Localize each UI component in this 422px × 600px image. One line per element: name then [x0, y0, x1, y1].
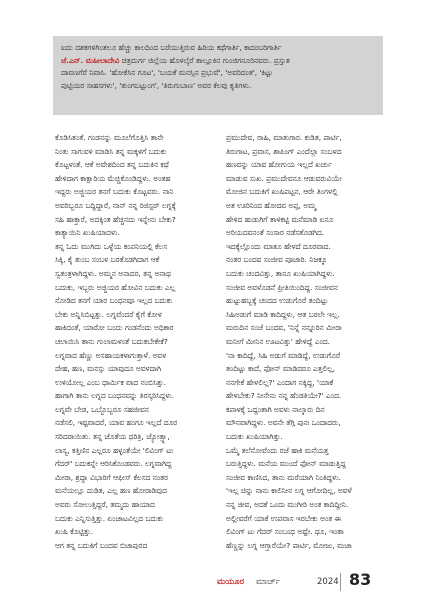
text-line: ಮರುದಿನ ಸಂಜೆ ಬಂದವ, 'ನಿನ್ನೆ ನನ್ನೂರಿನ ಮೀರಾ	[226, 323, 342, 333]
text-line: ನೋಡಿದ ತನಗೆ ಯಾರ ಬಂಧನವೂ ಇಲ್ಲದ ಬದುಕು	[55, 296, 173, 306]
text-line: ಕೊಟ್ಟಳಂತೆ. ಆಕೆ ಅವೇಶದಿಂದ ತನ್ನ ಬದುಕಿನ ಕಥೆ	[55, 160, 169, 170]
text-line: ಉಳಿಯೋಲ್ಲ ಎಂಬ ಧಾರ್ಮಿಕ ವಾದ ನಂಬಿಸಿತ್ತು.	[55, 377, 166, 387]
text-line: ಲಗ್ನವೇ ಬೇಡ, ಒಬ್ಬೊಬ್ಬರೂ ಸಹಜೀವನ	[55, 404, 149, 414]
text-line: ಲಿವಿಂಗ್ ಟು ಗೆದರ್ ಸಂಬಂಧ ಅಷ್ಟೇ. ಥೂ, ಇಂತಾ	[226, 527, 344, 537]
text-line: ಮನೆಯಲ್ಲೂ ದುಡಿತ, ಎಲ್ಲ ಹಣ ಹೋರಾಡಿವುದ	[55, 486, 167, 496]
magazine-name: ಮಯೂರ	[217, 577, 245, 587]
text-line: ತಿರುಗಾಟ, ಪ್ರವಾಸ, ಶಾಪಿಂಗ್ ಎಂದೆಲ್ಲಾ ಸಂಬಳದ	[226, 146, 342, 156]
text-line: ಹೆಣ್ಣನ್ನು ಲಗ್ನ ಆಗ್ತಾರೆಯೇ? ಪಾರ್ಟಿ, ಮೋಜು, ಮಜಾ	[226, 540, 352, 550]
text-line: ಪ್ರಮುದೇವ, ರಾಹಿ, ಮಾತುಗಾರ. ಕುಡಿತ, ಪಾರ್ಟಿ,	[226, 133, 342, 142]
text-line: ಒಮ್ಮೆ ತಲೆನೋವೆಂದು ರಜೆ ಹಾಕಿ ಮನೆಯತ್ತ	[226, 445, 329, 455]
text-line: ದೇಹ, ಹಣ, ಮನಸ್ಸು ಯಾವುದೂ ಅವಳದಾಗಿ	[55, 364, 161, 374]
page-number: 83	[349, 570, 372, 589]
text-line: ಹೇಳಿದಾಗ ಕಾಕ್ಷಾರಿಯ ಮೆಚ್ಚಿಕೊಂಡಿದ್ದಳು. ಅಂತಹ	[55, 173, 171, 183]
text-line: ಮೋಜಿನ ಬದುಕಿಗೆ ಖುಷಿಪಟ್ಟನ, ಆರೇ ತಿಂಗಳಲ್ಲಿ	[226, 187, 338, 197]
text-line: ಚಲಾಯಿಸಿ ತಾನು ಗುಲಾಮಳಂತೆ ಬದುಕಬೇಕೇಕೆ?	[55, 336, 168, 346]
text-line: ಬದುಕು ಚಂದವಿತ್ತು, ತಾನೂ ಖುಷಿಯಾಗಿದ್ದಳು.	[226, 268, 335, 278]
text-line: ಲಗ್ನವಾದ ಹೆಣ್ಣು ಅಸಹಾಯಕಳಾಗುತ್ತಾಳೆ. ಅವಳ	[55, 350, 167, 360]
text-line: ಬೇಕು ಅನ್ನಿಸಿಬಿಟ್ಟತ್ತು. ಲಗ್ನವೆಂದರೆ ಕೈಗೆ ಕೋಳ	[55, 309, 162, 319]
text-line: ಮೀರಾ, ಶ್ರದ್ಧಾ ವಿಭಾರಿಗೆ ಆಫೀಸ್ ಕೆಲಸದ ನಂತರ	[55, 472, 168, 482]
text-line: ಲಾಸ್ಯ, ಕತ್ತಿಣಿನ ಎಲ್ಲರೂ ಹಳ್ಳಂತೆಯೇ 'ಲಿವಿಂಗ್ ಟು	[55, 445, 174, 455]
article-body	[55, 131, 385, 571]
text-line: ಕಾತ್ಯಾಯಿನಿ ಖುಷಿಯಾದಳು.	[55, 228, 120, 238]
author-name: ಜೆ.ಎನ್. ಮಹೀಲಾದೇವಿ	[61, 55, 120, 65]
text-line: ನಿಂತು ಸಾಗುವಳಿ ಮಾಡಿಸಿ ತನ್ನ ಮಕ್ಕಳಿಗೆ ಬದುಕು	[55, 146, 167, 156]
text-line: ಇದ್ದರು ಅಜ್ಜಿಯರ ತನಗೆ ಬದುಕು ಕೊಟ್ಟವರು. ನಾನಿ	[55, 187, 174, 197]
text-line: ಸ್ವತಂತ್ರಳಾಗಿದ್ದಳು. ಅಮ್ಮನ ಅನಾದರ, ತನ್ನ ಅನಾಥ	[55, 268, 171, 278]
intro-line: ಜೆ.ಎನ್. ಮಹೀಲಾದೇವಿ ಚಿತ್ರದುರ್ಗ ಜಿಲ್ಲೆಯ ಹೊಳಲ್ಕೆರೆ ತಾಲ್ಲೂಕಿನ ಗುಂಜಿಗನೂರಿನವರು. ಪ್ರಸ್ತುತ	[61, 55, 290, 65]
text-line: ಅವರು ಸೋಲುತ್ತಿದ್ದರೆ, ತಮ್ಮದು ಹಾಯಾದ	[55, 500, 155, 510]
text-line: ಅಲ್ಲೀವರೆಗೆ ಯಾಕೆ ಉಪವಾಸ ಇರಬೇಕು ಅಂತ ಈ	[226, 513, 341, 523]
text-line: ಕೊಡಿಸಿತಂತೆ. ಗಂಡನನ್ನು ಮೂಲೆಗೊತ್ತಿಸಿ ತಾನೇ	[55, 133, 164, 142]
text-line: 'ಇಲ್ಲ ಚಿನ್ನು ನಾನು ಕಾಲಿನೀನ ಲಗ್ನ ಆಗೋದಿಲ್ಲ, ಅವಳೆ	[226, 486, 352, 496]
text-line: ಸಿಹಿಅಡುಗೆ ಮಾಡಿ ಕಾದಿದ್ದಳು, ಆತ ಬರಲೇ ಇಲ್ಲ.	[226, 309, 340, 319]
text-line: ಅತ ಊರಿನಿಂದ ಹೋದವ ಅಪ್ಪ, ಅಮ್ಮ	[226, 200, 317, 210]
page-footer	[0, 570, 422, 596]
text-line: ಸಂಜೀವ ಕಾಣಿಸಿದ, ತಾನು ಮರೆಯಾಗಿ ನಿಂತಿದ್ದಳು.	[226, 472, 341, 482]
text-line: ಮಾಡುವ ಸುಖ. ಪ್ರಮುದೇವನೂ ಆಡುವರುವಿಯೇ	[226, 173, 342, 183]
text-line: ನಡೆಸಲಿ, ಇಷ್ಟವಾದರೆ, ಯಾವ ಹಂಗೂ ಇಲ್ಲದೆ ದೂರ	[55, 418, 178, 428]
text-line: 'ನಾ ಕಾದಿದ್ದೆ, ಸಿಹಿ ಅಡುಗೆ ಮಾಡಿದ್ದೆ, ಉಡುಗೊರೆ	[226, 350, 341, 360]
text-line: ಸಿಕ್ಕಿ, ಕೈ ತುಂಬ ಸಂಬಳ ಬರತೊಡಗಿದಾಗ ಆಕೆ	[55, 255, 160, 265]
issue-month: ಮಾರ್ಚ್	[256, 577, 281, 587]
text-line: ಖುಷಿ ಕೊಟ್ಟಿತ್ತು.	[55, 527, 94, 537]
text-line: ಹುಟ್ಟುಹಬ್ಬಕ್ಕೆ ಚಂದದ ಉಡುಗೊರೆ ತಂದಿಟ್ಟು	[226, 296, 329, 306]
intro-line: ಪುಟ್ಟಿಯರ ಸಾಹಸಗಳು', 'ತುಂಗಬಟ್ಟುಂಗ', 'ತಿರುಗುಬಾಣ' ಅವರ ಕೆಲವು ಕೃತಿಗಳು.	[61, 80, 252, 90]
text-line: ನಂತರ ಬಂದವ ಸಂಜೀವ ಪೂಜಾರಿ. ನಿಜಕ್ಕೂ	[226, 255, 328, 265]
intro-line: ಐದು ದಶಕಗಳಿಗಿಂತಲೂ ಹೆಚ್ಚು ಕಾಲದಿಂದ ಬರೆಯುತ್ತಿರುವ ಹಿರಿಯ ಕಥೆಗಾರ್ತಿ, ಕಾದಂಬರಿಗಾರ್ತಿ	[61, 43, 282, 52]
footer-divider	[340, 573, 341, 591]
intro-line: ದಾವಣಗೆರೆ ನಿವಾಸಿ. 'ಹೋಕೆಸಿನ ಗೂಟ', 'ಬಯಕೆ ಮನಸ್ಸಿನ ಪ್ರಭುವೆ', 'ಅವರಿದಂತ', 'ಕಿಟ್ಟು	[61, 68, 273, 78]
text-line: ಸಹಿ ಹಾಕ್ತಾರೆ, ಅದಕ್ಕಿಂತ ಹೆಚ್ಚಿನದು ಇನ್ನೇನು ಬೇಕು?	[55, 214, 176, 224]
text-line: ನನ್ನ ಜೀವ, ಅದಕೆ ಒಂದು ಮುಗೀರಿ ಅಂತ ಕಾದಿದ್ದೀನಿ.	[226, 500, 349, 510]
issue-year: 2024	[317, 577, 339, 587]
text-line: ತಂದಿಟ್ಟು ಕಾದೆ, ಫೋನ್ ಮಾಡಿದರೂ ಎತ್ತಲಿಲ್ಲ,	[226, 364, 336, 374]
text-line: ಅರಿಯದವನಂತೆ ಸಂಸಾರ ನಡೆಸತೊಡಗಿದ.	[226, 228, 324, 238]
left-column	[55, 131, 210, 571]
text-line: ಬದುಕು ಎನ್ನಿಸುತ್ತಿತ್ತು. ಏಂಜಾಟವಿಲ್ಲದ ಬದುಕು	[55, 513, 164, 523]
text-line: ಹೇಳಿದ ಹುಡುಗಿಗೆ ತಾಳಿಕಟ್ಟಿ ಮನೆಮಾಡಿ ಏನೂ	[226, 214, 334, 224]
text-line: ಗೆದರ್' ಬದುಕನ್ನೇ ಆರಿಸಿಕೊಂಡವರು. ಲಗ್ನವಾಗಿದ್ದ	[55, 459, 172, 469]
text-line: ಇದಕ್ಕೆಲ್ಲೊಂದು ಮಾತೂ ಹೇಳದೆ ದೂರವಾದ.	[226, 241, 331, 251]
text-line: ಸಂಜೀವ ಅವಳೊಡನೆ ಪ್ರೀತಿಯಿಂದಿದ್ದ. ಸಂಜೀವನ	[226, 282, 338, 292]
text-line: ಹೇಳಬೇಕು? ನೀನೇನು ನನ್ನ ಹೆಂಡತಿಯೇ?' ಎಂದ.	[226, 391, 342, 401]
text-line: ಸರಿದರಾಯಿತು. ತನ್ನ ಜೊತೆಯ ಧರಿತ್ರಿ, ಜ್ಯೋತ್ಸ್ನಾ,	[55, 432, 170, 442]
text-line: ಕಪಾಳಕ್ಕೆ ಒದ್ದಂತಾಗಿ ಅವಳು ನಾಲ್ಕಾರು ದಿನ	[226, 404, 325, 414]
author-intro-box	[53, 36, 383, 115]
author-intro-text	[61, 42, 375, 92]
right-column	[226, 131, 381, 571]
text-line: ಬದುಕು ಖುಷಿಯಾಗಿತ್ತು.	[226, 432, 283, 442]
text-line: ಬದುಕು, ಇಬ್ಬರು ಅಜ್ಜಿಯರ ಹೋವಿನ ಬದುಕು ಎಲ್ಲ	[55, 282, 176, 292]
text-line: ಹಾಗಾಗಿ ತಾನು ಲಗ್ನದ ಬಂಧನವನ್ನು ತಿರಸ್ಕರಿಸಿದ್ದಳು.	[55, 391, 175, 401]
text-line: ಮೌನವಾಗಿದ್ದಳು. ಅವನೇ ತೆಗ್ಗಿ ಪುನಃ ಒಂದಾದರು,	[226, 418, 341, 428]
text-line: ಹಾಕಿದಂತೆ, ಯಾರೋ ಬಂದು ಗಂಡನೆಂದು ಅಧಿಕಾರ	[55, 323, 174, 333]
text-line: ಹಣವನ್ನು ಯಾವ ಹೋಗುಯ ಇಲ್ಲದೆ ಖರ್ಚು	[226, 160, 332, 170]
text-line: ಮನೀಗೆ ಮೀನಿನ ಊಟವಿತ್ತು' ಹೇಳಿದ್ದೆ ಎಂದ.	[226, 336, 331, 346]
text-line: ತನ್ನ ಓದು ಮುಗಿದು ಒಳ್ಳೆಯ ಕಂಪನಿಯಲ್ಲಿ ಕೆಲಸ	[55, 241, 168, 251]
text-line: ಬರುತ್ತಿದ್ದಳು. ಮನೆಯ ಮುಂದೆ ಫೋನ್ ಮಾಡುತ್ತಿದ್ದ	[226, 459, 346, 469]
text-line: ಆಗ ತನ್ನ ಬದುಕಿಗೆ ಬಂದವ ಬಿಜಾಪುರದ	[55, 540, 148, 550]
text-line: ಅವರಿಬ್ಬರೂ ಬದ್ದಿದ್ದಾರೆ, ನಾನ್ ನನ್ನ ರಿಜಿಸ್ಟರ್ ಲಗ್ನಕ್ಕೆ	[55, 200, 176, 210]
text-line: ನನಗೇಕೆ ಹೇಳಲಿಲ್ಲ?' ಎಂದಾಗ ನಕ್ಕಿದ್ದ, 'ಯಾಕೆ	[226, 377, 334, 387]
